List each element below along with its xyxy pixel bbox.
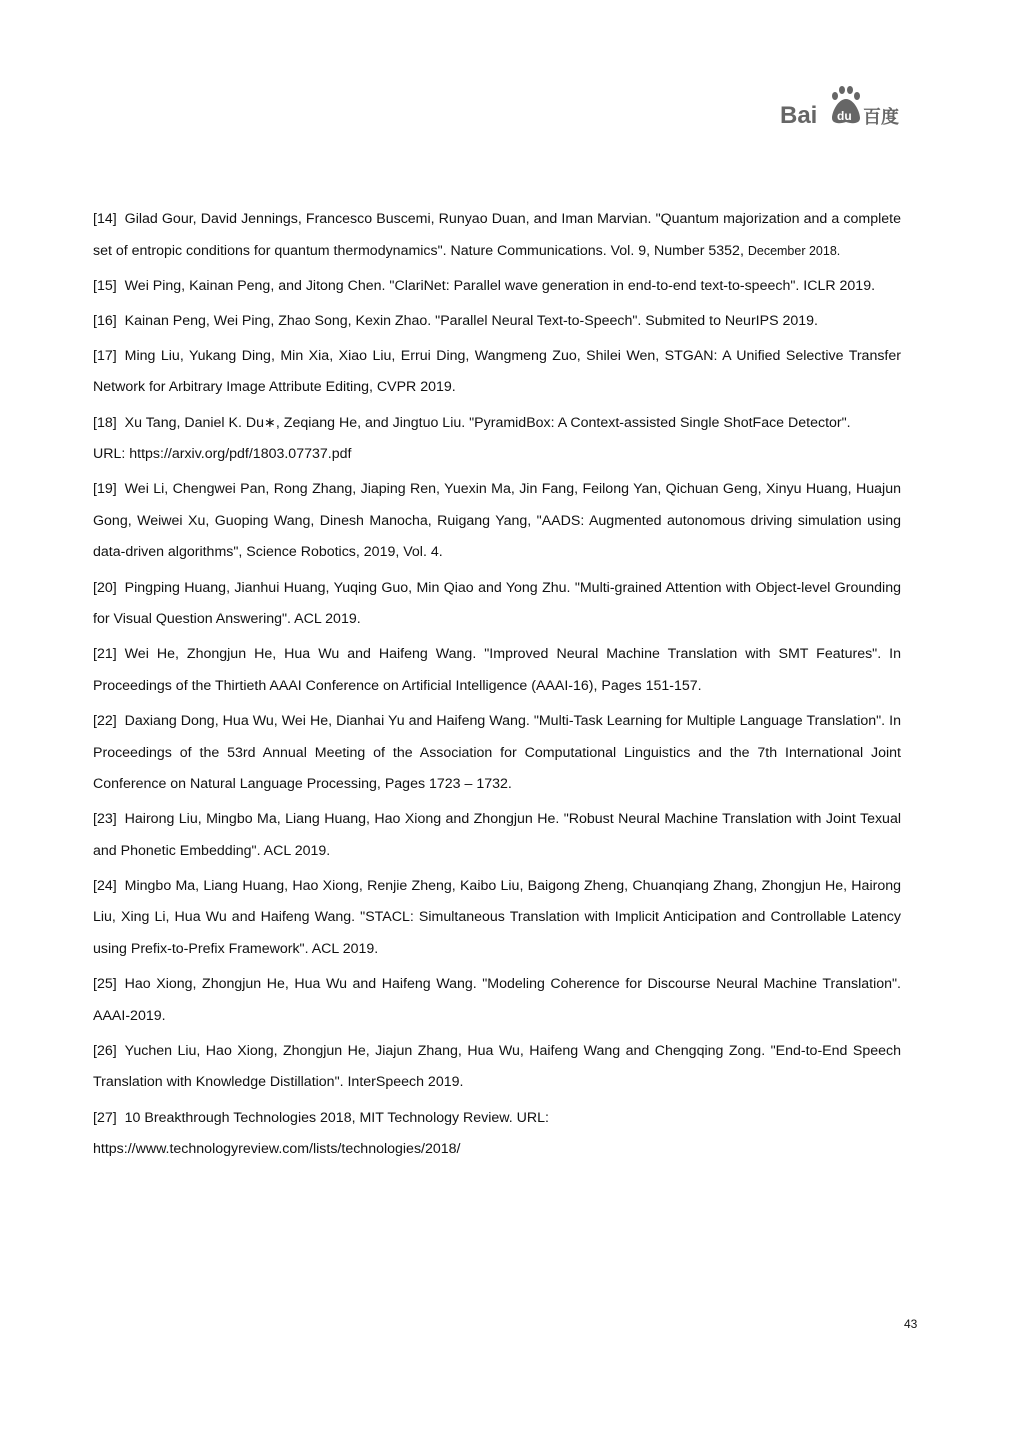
reference-text: Hao Xiong, Zhongjun He, Hua Wu and Haifeng Wang. "Modeling Coherence for Discourse Neural Machine Translation". AAAI-2019. (93, 976, 901, 1024)
reference-text: Kainan Peng, Wei Ping, Zhao Song, Kexin Zhao. "Parallel Neural Text-to-Speech". Submited to NeurIPS 2019. (124, 312, 818, 329)
reference-url[interactable]: URL: https://arxiv.org/pdf/1803.07737.pdf (93, 446, 352, 463)
reference-number: [27] (93, 1109, 117, 1126)
reference-text: Wei Li, Chengwei Pan, Rong Zhang, Jiaping Ren, Yuexin Ma, Jin Fang, Feilong Yan, Qichuan Geng, Xinyu Huang, Huajun Gong, Weiwei Xu, Guoping Wang, Dinesh Manocha, Ruigang Yang, "AADS: Augmented autonomous driving simulation using data-driven algorithms", Science Robotics, 2019, Vol. 4. (93, 481, 901, 561)
reference-item (93, 639, 901, 702)
reference-item (93, 306, 901, 338)
reference-item (93, 804, 901, 867)
reference-item (93, 706, 901, 801)
svg-text:du: du (837, 109, 852, 123)
reference-text: Daxiang Dong, Hua Wu, Wei He, Dianhai Yu and Haifeng Wang. "Multi-Task Learning for Multiple Language Translation". In Proceedings of the 53rd Annual Meeting of the Association for Computational Linguistics and the 7th International Joint Conference on Natural Language Processing, Pages 1723 – 1732. (93, 712, 901, 793)
reference-text: Yuchen Liu, Hao Xiong, Zhongjun He, Jiajun Zhang, Hua Wu, Haifeng Wang and Chengqing Zong. "End-to-End Speech Translation with Knowledge Distillation". InterSpeech 2019. (93, 1042, 901, 1091)
reference-number: [19] (93, 481, 117, 498)
reference-item (93, 474, 901, 569)
reference-text: Mingbo Ma, Liang Huang, Hao Xiong, Renjie Zheng, Kaibo Liu, Baigong Zheng, Chuanqiang Zhang, Zhongjun He, Hairong Liu, Xing Li, Hua Wu and Haifeng Wang. "STACL: Simultaneous Translation with Implicit Anticipation and Controllable Latency using Prefix-to-Prefix Framework". ACL 2019. (93, 877, 901, 958)
reference-text: Gilad Gour, David Jennings, Francesco Buscemi, Runyao Duan, and Iman Marvian. "Quantum majorization and a complete set of entropic conditions for quantum thermodynamics". Nature Communications. Vol. 9, Number 5352, (93, 211, 901, 259)
reference-number: [22] (93, 712, 117, 729)
reference-item (93, 969, 901, 1032)
reference-number: [20] (93, 579, 117, 596)
reference-text: Pingping Huang, Jianhui Huang, Yuqing Guo, Min Qiao and Yong Zhu. "Multi-grained Attention with Object-level Grounding for Visual Question Answering". ACL 2019. (93, 579, 901, 628)
reference-number: [17] (93, 347, 117, 364)
reference-number: [24] (93, 877, 117, 894)
reference-text: Hairong Liu, Mingbo Ma, Liang Huang, Hao Xiong and Zhongjun He. "Robust Neural Machine Translation with Joint Texual and Phonetic Embedding". ACL 2019. (93, 811, 901, 859)
reference-text: Wei He, Zhongjun He, Hua Wu and Haifeng Wang. "Improved Neural Machine Translation with SMT Features". In Proceedings of the Thirtieth AAAI Conference on Artificial Intelligence (AAAI-16), Pages 151-157. (93, 646, 901, 694)
reference-list (93, 204, 901, 1169)
reference-text: Ming Liu, Yukang Ding, Min Xia, Xiao Liu, Errui Ding, Wangmeng Zuo, Shilei Wen, STGAN: A Unified Selective Transfer Network for Arbitrary Image Attribute Editing, CVPR 2019. (93, 347, 901, 396)
reference-item (93, 1103, 901, 1166)
reference-text: 10 Breakthrough Technologies 2018, MIT Technology Review. URL: (124, 1109, 549, 1126)
svg-text:百度: 百度 (863, 107, 899, 128)
page-number: 43 (904, 1317, 918, 1331)
reference-item (93, 573, 901, 636)
reference-number: [23] (93, 811, 117, 828)
reference-number: [16] (93, 312, 117, 329)
reference-number: [18] (93, 414, 117, 431)
reference-item (93, 271, 901, 303)
reference-number: [14] (93, 211, 117, 227)
reference-number: [21] (93, 646, 117, 663)
reference-number: [15] (93, 277, 117, 294)
reference-number: [26] (93, 1042, 117, 1059)
reference-item (93, 341, 901, 404)
reference-date: December 2018. (747, 243, 841, 258)
reference-text: Wei Ping, Kainan Peng, and Jitong Chen. "ClariNet: Parallel wave generation in end-to-end text-to-speech". ICLR 2019. (124, 277, 876, 294)
baidu-logo (780, 82, 906, 128)
reference-url[interactable]: https://www.technologyreview.com/lists/technologies/2018/ (93, 1141, 461, 1158)
reference-item (93, 204, 901, 267)
reference-item (93, 1036, 901, 1099)
reference-text: Xu Tang, Daniel K. Du∗, Zeqiang He, and Jingtuo Liu. "PyramidBox: A Context-assisted Single ShotFace Detector". (124, 414, 851, 431)
reference-item (93, 408, 901, 471)
reference-number: [25] (93, 976, 117, 993)
svg-text:Bai: Bai (780, 102, 818, 128)
reference-item (93, 871, 901, 966)
